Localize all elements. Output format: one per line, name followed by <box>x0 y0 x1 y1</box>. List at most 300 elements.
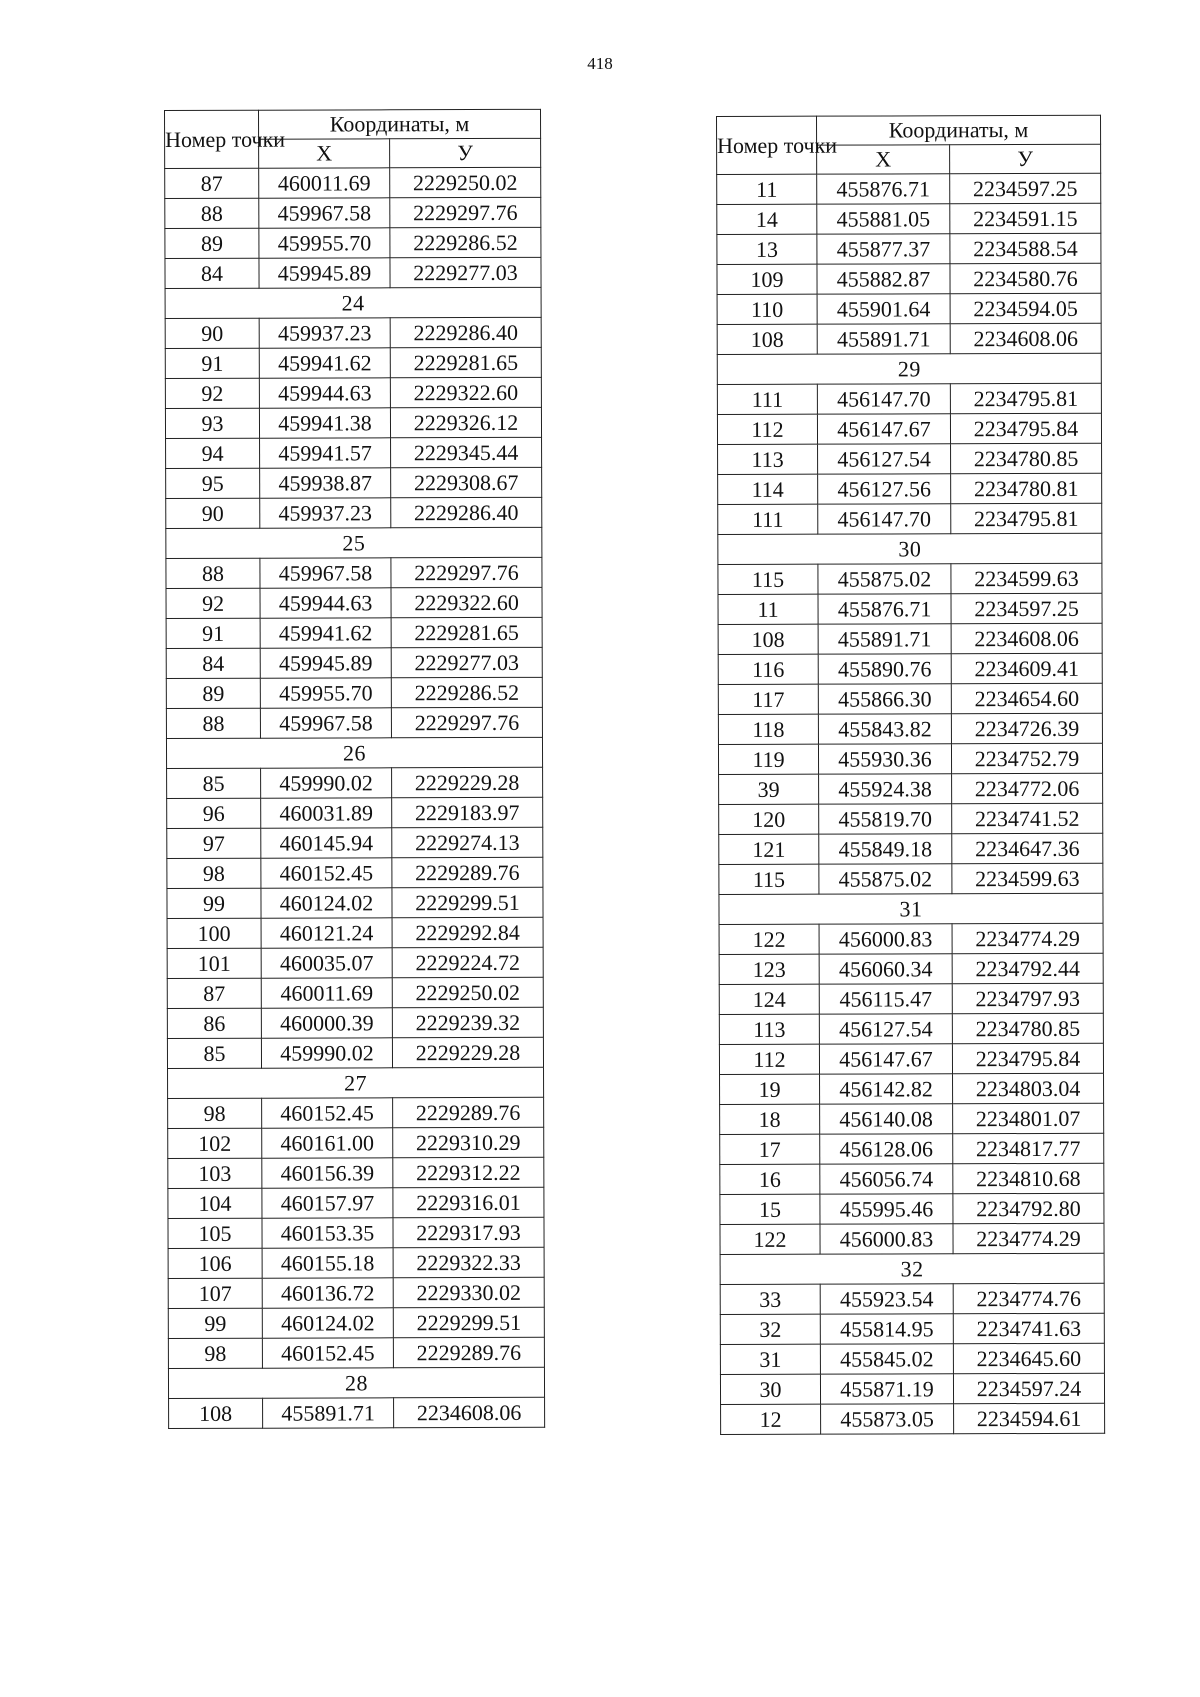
y-coordinate-cell: 2234588.54 <box>950 233 1101 263</box>
table-row <box>720 1223 1104 1254</box>
point-number-cell: 115 <box>718 564 818 594</box>
point-number-cell: 88 <box>166 558 260 588</box>
table-row <box>719 833 1103 864</box>
point-number-cell: 102 <box>168 1128 262 1158</box>
y-coordinate-cell: 2234792.44 <box>952 953 1103 983</box>
x-coordinate-cell: 456147.70 <box>817 384 950 414</box>
x-coordinate-cell: 460000.39 <box>261 1008 392 1038</box>
x-coordinate-cell: 455877.37 <box>817 234 950 264</box>
point-number-cell: 17 <box>720 1134 820 1164</box>
point-number-cell: 124 <box>719 984 819 1014</box>
x-coordinate-cell: 455819.70 <box>819 804 952 834</box>
point-number-cell: 84 <box>166 648 260 678</box>
point-number-cell: 105 <box>168 1218 262 1248</box>
point-number-cell: 100 <box>167 918 261 948</box>
table-row <box>721 1403 1105 1434</box>
x-coordinate-cell: 460156.39 <box>262 1158 393 1188</box>
table-row <box>718 473 1102 504</box>
table-row <box>167 977 543 1008</box>
table-row <box>165 317 541 348</box>
x-coordinate-cell: 459941.62 <box>259 348 390 378</box>
table-row <box>720 1133 1104 1164</box>
x-coordinate-cell: 455873.05 <box>821 1404 954 1434</box>
y-coordinate-cell: 2229229.28 <box>392 1037 543 1067</box>
point-number-cell: 18 <box>720 1104 820 1134</box>
point-number-cell: 121 <box>719 834 819 864</box>
group-row <box>720 1253 1104 1284</box>
table-row <box>718 683 1102 714</box>
point-number-cell: 11 <box>718 594 818 624</box>
point-number-cell: 16 <box>720 1164 820 1194</box>
group-row <box>166 737 542 768</box>
group-number: 31 <box>719 893 1103 924</box>
table-row <box>167 857 543 888</box>
y-coordinate-cell: 2234741.63 <box>953 1313 1104 1343</box>
table-header <box>165 109 541 168</box>
x-coordinate-cell: 456147.70 <box>818 504 951 534</box>
x-coordinate-cell: 459945.89 <box>260 648 391 678</box>
x-coordinate-cell: 456128.06 <box>820 1134 953 1164</box>
table-row <box>719 803 1103 834</box>
y-coordinate-cell: 2229317.93 <box>393 1217 544 1247</box>
x-coordinate-cell: 460153.35 <box>262 1218 393 1248</box>
x-coordinate-cell: 460031.89 <box>261 798 392 828</box>
group-number: 30 <box>718 533 1102 564</box>
x-coordinate-cell: 455843.82 <box>818 714 951 744</box>
point-number-cell: 32 <box>720 1314 820 1344</box>
x-coordinate-cell: 456115.47 <box>819 984 952 1014</box>
x-coordinate-cell: 460161.00 <box>262 1128 393 1158</box>
table-row <box>165 407 541 438</box>
point-number-header: Номер точки <box>717 116 817 174</box>
x-coordinate-cell: 455876.71 <box>818 594 951 624</box>
group-number: 29 <box>717 353 1101 384</box>
point-number-cell: 89 <box>166 678 260 708</box>
point-number-cell: 109 <box>717 264 817 294</box>
table-row <box>719 983 1103 1014</box>
y-coordinate-cell: 2229322.60 <box>391 587 542 617</box>
table-row <box>165 257 541 288</box>
group-row <box>719 893 1103 924</box>
y-coordinate-cell: 2234726.39 <box>951 713 1102 743</box>
x-coordinate-cell: 460136.72 <box>262 1278 393 1308</box>
x-coordinate-cell: 455814.95 <box>820 1314 953 1344</box>
x-coordinate-cell: 455891.71 <box>263 1398 394 1428</box>
x-header: Х <box>259 139 390 168</box>
y-coordinate-cell: 2229229.28 <box>392 767 543 797</box>
group-number: 24 <box>165 287 541 318</box>
y-coordinate-cell: 2229299.51 <box>393 1307 544 1337</box>
point-number-cell: 123 <box>719 954 819 984</box>
x-coordinate-cell: 456056.74 <box>820 1164 953 1194</box>
y-coordinate-cell: 2229277.03 <box>390 257 541 287</box>
x-coordinate-cell: 455901.64 <box>817 294 950 324</box>
table-row <box>167 827 543 858</box>
point-number-cell: 96 <box>167 798 261 828</box>
point-number-cell: 19 <box>720 1074 820 1104</box>
table-row <box>719 773 1103 804</box>
y-coordinate-cell: 2234795.84 <box>952 1043 1103 1073</box>
y-coordinate-cell: 2234810.68 <box>953 1163 1104 1193</box>
x-coordinate-cell: 456147.67 <box>819 1044 952 1074</box>
y-coordinate-cell: 2229316.01 <box>393 1187 544 1217</box>
y-coordinate-cell: 2234645.60 <box>953 1343 1104 1373</box>
table-row <box>719 923 1103 954</box>
y-coordinate-cell: 2229224.72 <box>392 947 543 977</box>
point-number-cell: 97 <box>167 828 261 858</box>
table-row <box>167 767 543 798</box>
y-coordinate-cell: 2234795.81 <box>951 503 1102 533</box>
point-number-cell: 30 <box>720 1374 820 1404</box>
y-coordinate-cell: 2229322.60 <box>390 377 541 407</box>
table-row <box>166 497 542 528</box>
point-number-cell: 94 <box>166 438 260 468</box>
point-number-cell: 89 <box>165 228 259 258</box>
x-coordinate-cell: 459955.70 <box>260 678 391 708</box>
group-row <box>168 1367 544 1398</box>
table-row <box>165 197 541 228</box>
table-row <box>169 1397 545 1428</box>
point-number-cell: 15 <box>720 1194 820 1224</box>
x-coordinate-cell: 455924.38 <box>819 774 952 804</box>
table-header <box>717 115 1101 174</box>
table-row <box>168 1097 544 1128</box>
point-number-cell: 110 <box>717 294 817 324</box>
coordinates-table-left <box>164 109 545 1429</box>
y-coordinate-cell: 2234654.60 <box>951 683 1102 713</box>
table-row <box>717 263 1101 294</box>
y-coordinate-cell: 2229289.76 <box>393 1097 544 1127</box>
point-number-cell: 108 <box>717 324 817 354</box>
table-row <box>168 1337 544 1368</box>
group-row <box>717 353 1101 384</box>
x-coordinate-cell: 455875.02 <box>819 864 952 894</box>
point-number-cell: 104 <box>168 1188 262 1218</box>
point-number-cell: 115 <box>719 864 819 894</box>
table-row <box>167 917 543 948</box>
table-row <box>168 1127 544 1158</box>
point-number-cell: 119 <box>718 744 818 774</box>
table-row <box>167 887 543 918</box>
table-row <box>719 1013 1103 1044</box>
y-coordinate-cell: 2229297.76 <box>391 707 542 737</box>
table-row <box>165 347 541 378</box>
point-number-cell: 86 <box>167 1008 261 1038</box>
y-coordinate-cell: 2234580.76 <box>950 263 1101 293</box>
table-row <box>717 323 1101 354</box>
y-coordinate-cell: 2234609.41 <box>951 653 1102 683</box>
x-coordinate-cell: 456000.83 <box>819 924 952 954</box>
y-coordinate-cell: 2229299.51 <box>392 887 543 917</box>
y-coordinate-cell: 2234780.85 <box>952 1013 1103 1043</box>
table-row <box>168 1277 544 1308</box>
table-row <box>168 1307 544 1338</box>
point-number-cell: 14 <box>717 204 817 234</box>
point-number-cell: 98 <box>168 1098 262 1128</box>
x-coordinate-cell: 459941.38 <box>259 408 390 438</box>
point-number-cell: 88 <box>165 198 259 228</box>
y-coordinate-cell: 2229274.13 <box>392 827 543 857</box>
table-row <box>718 503 1102 534</box>
point-number-cell: 117 <box>718 684 818 714</box>
x-coordinate-cell: 456000.83 <box>820 1224 953 1254</box>
point-number-cell: 90 <box>166 498 260 528</box>
x-coordinate-cell: 456142.82 <box>820 1074 953 1104</box>
point-number-cell: 90 <box>165 318 259 348</box>
table-row <box>167 947 543 978</box>
x-coordinate-cell: 455871.19 <box>820 1374 953 1404</box>
table-row <box>165 227 541 258</box>
y-header: У <box>950 144 1101 173</box>
table-row <box>717 203 1101 234</box>
group-row <box>718 533 1102 564</box>
x-coordinate-cell: 459967.58 <box>260 708 391 738</box>
group-number: 28 <box>168 1367 544 1398</box>
x-coordinate-cell: 460011.69 <box>261 978 392 1008</box>
x-coordinate-cell: 455891.71 <box>818 624 951 654</box>
point-number-cell: 111 <box>717 384 817 414</box>
x-coordinate-cell: 460152.45 <box>262 1338 393 1368</box>
y-coordinate-cell: 2234795.81 <box>950 383 1101 413</box>
table-row <box>167 1037 543 1068</box>
x-coordinate-cell: 459967.58 <box>259 198 390 228</box>
y-coordinate-cell: 2234647.36 <box>952 833 1103 863</box>
table-row <box>717 233 1101 264</box>
y-coordinate-cell: 2234774.29 <box>953 1223 1104 1253</box>
point-number-cell: 108 <box>169 1398 263 1428</box>
table-row <box>720 1103 1104 1134</box>
y-coordinate-cell: 2234597.25 <box>951 593 1102 623</box>
x-coordinate-cell: 459937.23 <box>259 318 390 348</box>
y-coordinate-cell: 2229345.44 <box>391 437 542 467</box>
x-coordinate-cell: 456127.54 <box>818 444 951 474</box>
y-coordinate-cell: 2234608.06 <box>950 323 1101 353</box>
point-number-cell: 122 <box>719 924 819 954</box>
point-number-cell: 13 <box>717 234 817 264</box>
point-number-cell: 85 <box>167 1038 261 1068</box>
table-row <box>166 707 542 738</box>
table-row <box>717 173 1101 204</box>
y-coordinate-cell: 2234774.76 <box>953 1283 1104 1313</box>
y-coordinate-cell: 2229289.76 <box>393 1337 544 1367</box>
y-coordinate-cell: 2234774.29 <box>952 923 1103 953</box>
point-number-cell: 103 <box>168 1158 262 1188</box>
point-number-cell: 92 <box>165 378 259 408</box>
table-row <box>719 1043 1103 1074</box>
group-number: 25 <box>166 527 542 558</box>
y-header: У <box>390 138 541 167</box>
y-coordinate-cell: 2234608.06 <box>394 1397 545 1427</box>
x-coordinate-cell: 459955.70 <box>259 228 390 258</box>
y-coordinate-cell: 2229308.67 <box>391 467 542 497</box>
group-row <box>166 527 542 558</box>
x-coordinate-cell: 459944.63 <box>259 378 390 408</box>
table-row <box>720 1343 1104 1374</box>
y-coordinate-cell: 2234752.79 <box>951 743 1102 773</box>
point-number-cell: 91 <box>165 348 259 378</box>
y-coordinate-cell: 2229286.40 <box>391 497 542 527</box>
x-coordinate-cell: 459945.89 <box>259 258 390 288</box>
y-coordinate-cell: 2229286.40 <box>390 317 541 347</box>
coordinates-header: Координаты, м <box>817 115 1101 145</box>
table-row <box>720 1283 1104 1314</box>
y-coordinate-cell: 2234594.61 <box>954 1403 1105 1433</box>
y-coordinate-cell: 2229277.03 <box>391 647 542 677</box>
y-coordinate-cell: 2229286.52 <box>390 227 541 257</box>
x-coordinate-cell: 456060.34 <box>819 954 952 984</box>
y-coordinate-cell: 2234608.06 <box>951 623 1102 653</box>
table-row <box>165 377 541 408</box>
point-number-cell: 92 <box>166 588 260 618</box>
point-number-cell: 98 <box>167 858 261 888</box>
point-number-cell: 116 <box>718 654 818 684</box>
point-number-cell: 112 <box>717 414 817 444</box>
group-row <box>168 1067 544 1098</box>
x-coordinate-cell: 455875.02 <box>818 564 951 594</box>
y-coordinate-cell: 2229297.76 <box>391 557 542 587</box>
point-number-cell: 98 <box>168 1338 262 1368</box>
x-coordinate-cell: 460157.97 <box>262 1188 393 1218</box>
table-row <box>719 863 1103 894</box>
table-row <box>166 557 542 588</box>
table-row <box>717 293 1101 324</box>
y-coordinate-cell: 2229239.32 <box>392 1007 543 1037</box>
x-coordinate-cell: 460152.45 <box>262 1098 393 1128</box>
y-coordinate-cell: 2234780.81 <box>951 473 1102 503</box>
x-coordinate-cell: 460155.18 <box>262 1248 393 1278</box>
table-row <box>719 953 1103 984</box>
x-coordinate-cell: 459938.87 <box>260 468 391 498</box>
table-row <box>720 1373 1104 1404</box>
y-coordinate-cell: 2234780.85 <box>951 443 1102 473</box>
table-row <box>168 1157 544 1188</box>
x-coordinate-cell: 455849.18 <box>819 834 952 864</box>
x-coordinate-cell: 460121.24 <box>261 918 392 948</box>
point-number-cell: 87 <box>167 978 261 1008</box>
table-row <box>166 677 542 708</box>
table-row <box>718 623 1102 654</box>
x-coordinate-cell: 455845.02 <box>820 1344 953 1374</box>
x-coordinate-cell: 455866.30 <box>818 684 951 714</box>
coordinates-header: Координаты, м <box>259 109 541 139</box>
x-coordinate-cell: 459967.58 <box>260 558 391 588</box>
x-coordinate-cell: 459941.62 <box>260 618 391 648</box>
table-row <box>168 1217 544 1248</box>
x-coordinate-cell: 456127.54 <box>819 1014 952 1044</box>
y-coordinate-cell: 2229326.12 <box>390 407 541 437</box>
y-coordinate-cell: 2234772.06 <box>952 773 1103 803</box>
table-row <box>717 383 1101 414</box>
point-number-cell: 118 <box>718 714 818 744</box>
y-coordinate-cell: 2229250.02 <box>392 977 543 1007</box>
x-header: Х <box>817 145 950 174</box>
table-row <box>166 437 542 468</box>
point-number-cell: 88 <box>166 708 260 738</box>
y-coordinate-cell: 2234597.24 <box>953 1373 1104 1403</box>
page-number: 418 <box>587 54 613 73</box>
point-number-cell: 31 <box>720 1344 820 1374</box>
table-row <box>718 713 1102 744</box>
table-row <box>165 167 541 198</box>
point-number-cell: 87 <box>165 168 259 198</box>
table-row <box>167 797 543 828</box>
y-coordinate-cell: 2234599.63 <box>952 863 1103 893</box>
y-coordinate-cell: 2234817.77 <box>953 1133 1104 1163</box>
x-coordinate-cell: 460035.07 <box>261 948 392 978</box>
group-number: 32 <box>720 1253 1104 1284</box>
y-coordinate-cell: 2234591.15 <box>950 203 1101 233</box>
table-row <box>718 743 1102 774</box>
point-number-cell: 122 <box>720 1224 820 1254</box>
point-number-cell: 95 <box>166 468 260 498</box>
table-row <box>166 587 542 618</box>
table-row <box>717 413 1101 444</box>
point-number-cell: 99 <box>168 1308 262 1338</box>
x-coordinate-cell: 460124.02 <box>262 1308 393 1338</box>
y-coordinate-cell: 2229250.02 <box>390 167 541 197</box>
x-coordinate-cell: 460011.69 <box>259 168 390 198</box>
table-row <box>718 563 1102 594</box>
x-coordinate-cell: 455930.36 <box>818 744 951 774</box>
y-coordinate-cell: 2229281.65 <box>390 347 541 377</box>
x-coordinate-cell: 455891.71 <box>817 324 950 354</box>
y-coordinate-cell: 2229310.29 <box>393 1127 544 1157</box>
x-coordinate-cell: 456140.08 <box>820 1104 953 1134</box>
table-row <box>720 1313 1104 1344</box>
x-coordinate-cell: 455923.54 <box>820 1284 953 1314</box>
point-number-cell: 112 <box>719 1044 819 1074</box>
x-coordinate-cell: 459944.63 <box>260 588 391 618</box>
y-coordinate-cell: 2229292.84 <box>392 917 543 947</box>
y-coordinate-cell: 2234597.25 <box>950 173 1101 203</box>
x-coordinate-cell: 456127.56 <box>818 474 951 504</box>
group-row <box>165 287 541 318</box>
y-coordinate-cell: 2229330.02 <box>393 1277 544 1307</box>
point-number-cell: 39 <box>719 774 819 804</box>
x-coordinate-cell: 455882.87 <box>817 264 950 294</box>
point-number-cell: 11 <box>717 174 817 204</box>
y-coordinate-cell: 2234599.63 <box>951 563 1102 593</box>
point-number-cell: 85 <box>167 768 261 798</box>
x-coordinate-cell: 455876.71 <box>817 174 950 204</box>
x-coordinate-cell: 459990.02 <box>261 768 392 798</box>
x-coordinate-cell: 460124.02 <box>261 888 392 918</box>
point-number-cell: 107 <box>168 1278 262 1308</box>
point-number-cell: 108 <box>718 624 818 654</box>
coordinates-table-right <box>716 115 1105 1435</box>
y-coordinate-cell: 2229322.33 <box>393 1247 544 1277</box>
point-number-cell: 12 <box>721 1404 821 1434</box>
table-row <box>168 1187 544 1218</box>
y-coordinate-cell: 2234594.05 <box>950 293 1101 323</box>
y-coordinate-cell: 2234801.07 <box>953 1103 1104 1133</box>
point-number-cell: 106 <box>168 1248 262 1278</box>
point-number-cell: 101 <box>167 948 261 978</box>
group-number: 26 <box>166 737 542 768</box>
x-coordinate-cell: 455881.05 <box>817 204 950 234</box>
point-number-cell: 33 <box>720 1284 820 1314</box>
x-coordinate-cell: 455995.46 <box>820 1194 953 1224</box>
y-coordinate-cell: 2234795.84 <box>950 413 1101 443</box>
table-row <box>166 647 542 678</box>
table-row <box>718 443 1102 474</box>
table-row <box>720 1163 1104 1194</box>
x-coordinate-cell: 460145.94 <box>261 828 392 858</box>
y-coordinate-cell: 2234792.80 <box>953 1193 1104 1223</box>
y-coordinate-cell: 2234803.04 <box>953 1073 1104 1103</box>
y-coordinate-cell: 2229297.76 <box>390 197 541 227</box>
table-row <box>166 617 542 648</box>
